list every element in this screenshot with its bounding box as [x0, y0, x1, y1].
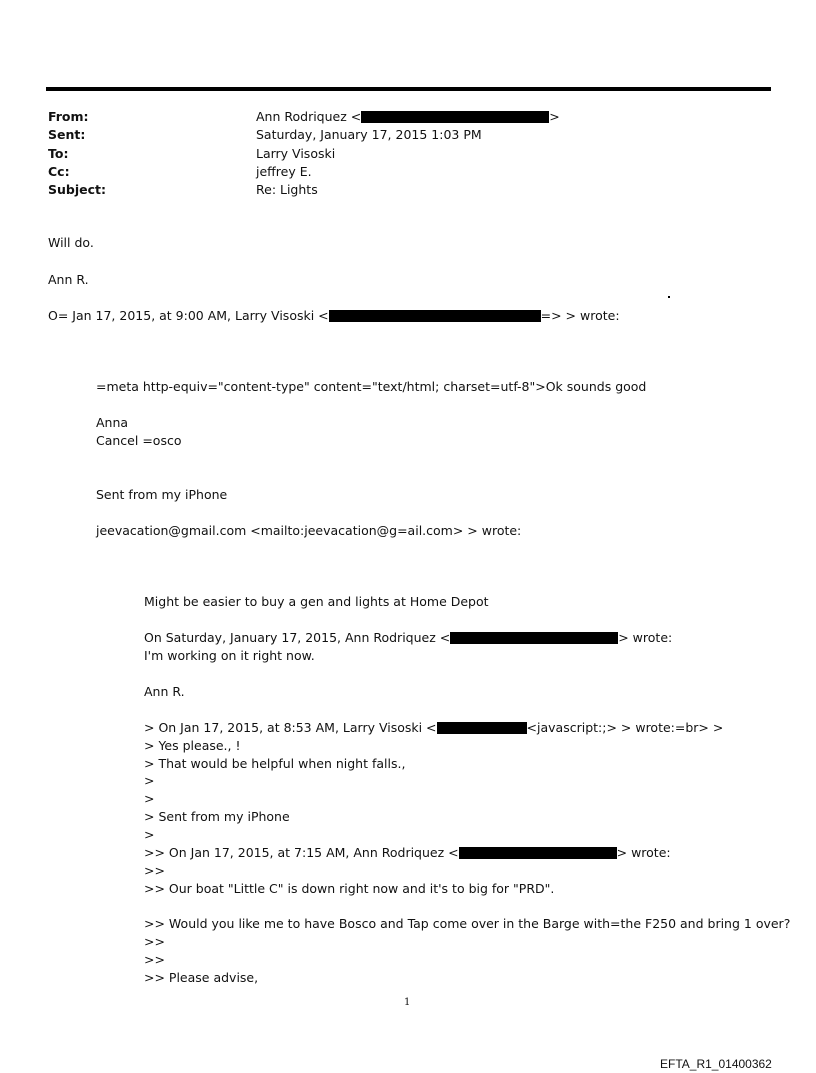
redaction-box [329, 310, 541, 322]
body-line: Will do. [48, 235, 94, 250]
quote-line: >> Our boat "Little C" is down right now and it's to big for "PRD". [144, 881, 555, 896]
bates-number: EFTA_R1_01400362 [660, 1057, 772, 1071]
sent-value: Saturday, January 17, 2015 1:03 PM [256, 127, 482, 142]
from-label: From: [48, 109, 89, 124]
quote-line: > On Jan 17, 2015, at 8:53 AM, Larry Visoski < <javascript:;> > wrote:=br> > [144, 720, 724, 735]
quote-line: jeevacation@gmail.com <mailto:jeevacation@g=ail.com> > wrote: [96, 523, 522, 538]
subject-value: Re: Lights [256, 182, 318, 197]
from-value: Ann Rodriquez < > [256, 109, 560, 124]
quote-line: > [144, 791, 155, 806]
quote-line: Ann R. [144, 684, 185, 699]
quote-line: Cancel =osco [96, 433, 182, 448]
quote-line: >> [144, 863, 165, 878]
stray-dot [668, 296, 670, 298]
to-value: Larry Visoski [256, 146, 336, 161]
quote-line: >> On Jan 17, 2015, at 7:15 AM, Ann Rodriquez < > wrote: [144, 845, 671, 860]
page-number: 1 [404, 997, 411, 1008]
redaction-box [437, 722, 527, 734]
cc-label: Cc: [48, 164, 70, 179]
sent-label: Sent: [48, 127, 86, 142]
header-rule [46, 87, 771, 91]
quote-line: >> [144, 934, 165, 949]
quote-line: Might be easier to buy a gen and lights at Home Depot [144, 594, 489, 609]
quote-line: > [144, 773, 155, 788]
quote-line: > That would be helpful when night falls., [144, 756, 406, 771]
quote-line: >> Please advise, [144, 970, 259, 985]
quote-line: > [144, 827, 155, 842]
quote-line: > Yes please., ! [144, 738, 241, 753]
body-line: O= Jan 17, 2015, at 9:00 AM, Larry Visoski < => > wrote: [48, 308, 620, 323]
quote-line: >> [144, 952, 165, 967]
to-label: To: [48, 146, 69, 161]
redaction-box [450, 632, 618, 644]
redaction-box [361, 111, 549, 123]
quote-line: Sent from my iPhone [96, 487, 228, 502]
redaction-box [459, 847, 617, 859]
body-line: Ann R. [48, 272, 89, 287]
quote-line: > Sent from my iPhone [144, 809, 290, 824]
subject-label: Subject: [48, 182, 106, 197]
cc-value: jeffrey E. [256, 164, 312, 179]
quote-line: On Saturday, January 17, 2015, Ann Rodriquez < > wrote: [144, 630, 673, 645]
quote-line: =meta http-equiv="content-type" content="text/html; charset=utf-8">Ok sounds good [96, 379, 647, 394]
quote-line: >> Would you like me to have Bosco and Tap come over in the Barge with=the F250 and bring 1 over? [144, 916, 791, 931]
quote-line: I'm working on it right now. [144, 648, 315, 663]
quote-line: Anna [96, 415, 129, 430]
